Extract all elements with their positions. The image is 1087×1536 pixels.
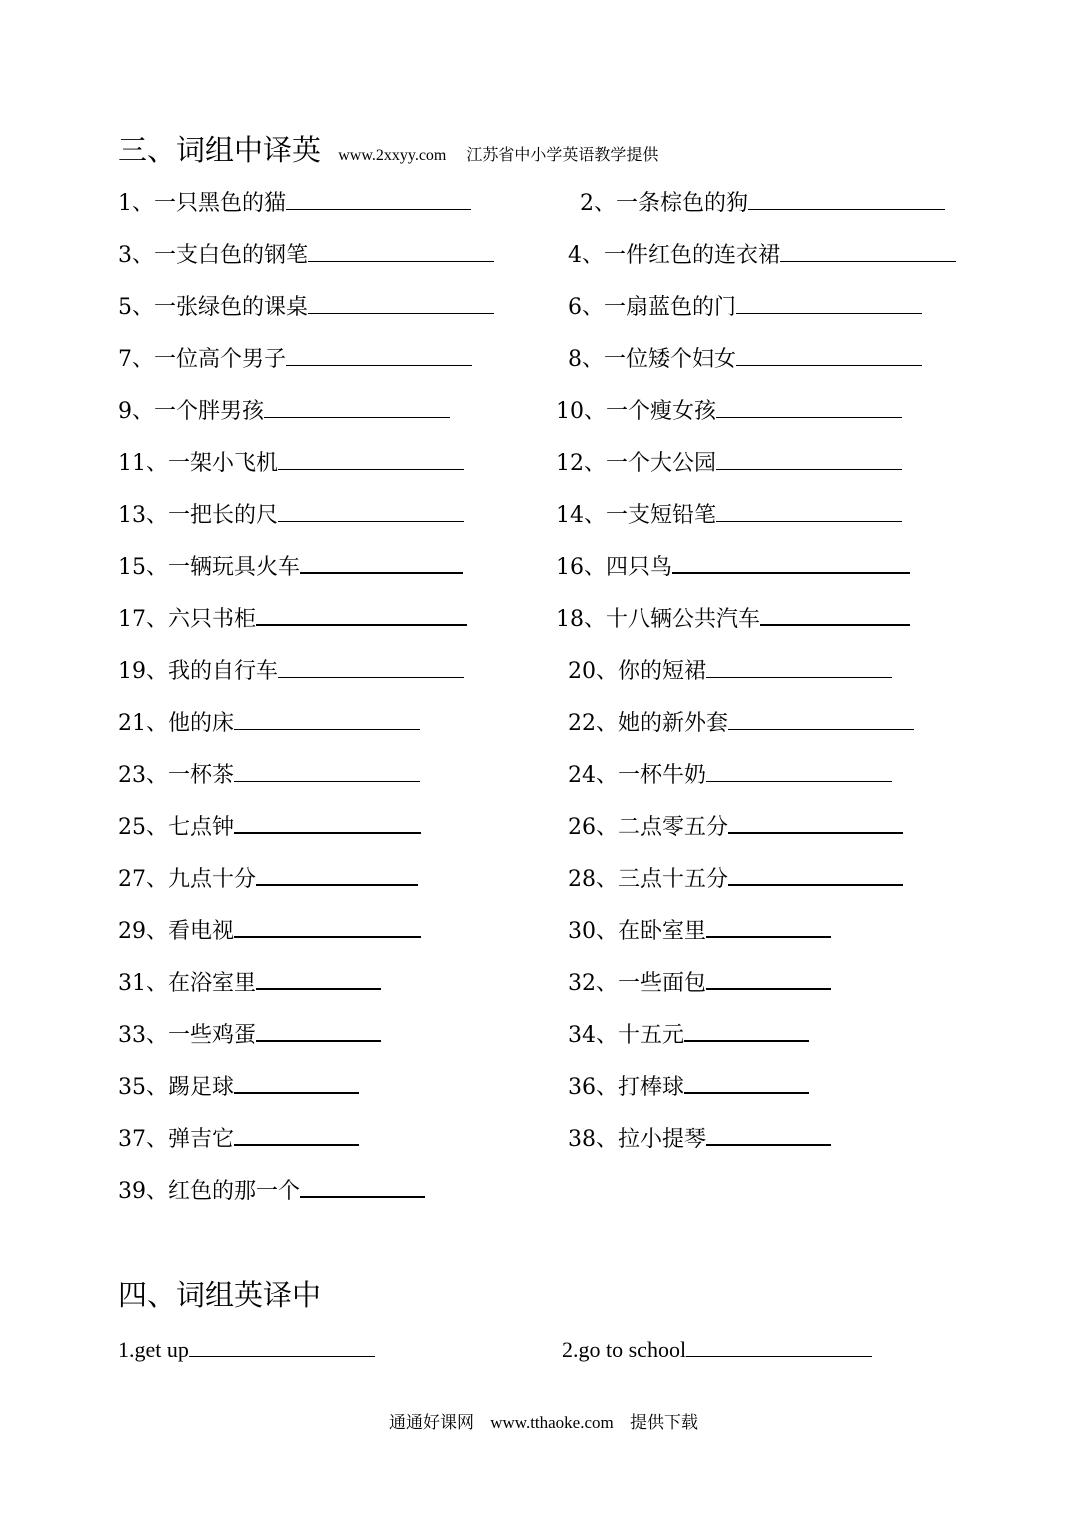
section3-site: www.2xxyy.com [338, 147, 447, 164]
list-item: 6、一扇蓝色的门 [568, 294, 922, 322]
list-item: 3、一支白色的钢笔 [118, 242, 494, 270]
list-item: 7、一位高个男子 [118, 346, 472, 374]
section4-title [118, 1278, 321, 1312]
list-item: 2.go to school [562, 1336, 872, 1364]
answer-blank[interactable] [234, 779, 420, 782]
answer-blank[interactable] [672, 570, 910, 574]
list-item: 5、一张绿色的课桌 [118, 294, 494, 322]
list-item: 4、一件红色的连衣裙 [568, 242, 956, 270]
answer-blank[interactable] [684, 1090, 809, 1094]
answer-blank[interactable] [706, 986, 831, 990]
answer-blank[interactable] [728, 882, 903, 886]
answer-blank[interactable] [686, 1354, 872, 1357]
list-item: 34、十五元 [568, 1022, 809, 1050]
list-item: 23、一杯茶 [118, 762, 420, 790]
list-item: 35、踢足球 [118, 1074, 359, 1102]
list-item: 16、四只鸟 [556, 554, 910, 582]
list-item: 18、十八辆公共汽车 [556, 606, 910, 634]
answer-blank[interactable] [256, 622, 467, 626]
list-item: 38、拉小提琴 [568, 1126, 831, 1154]
list-item: 10、一个瘦女孩 [556, 398, 902, 426]
answer-blank[interactable] [234, 934, 421, 938]
answer-blank[interactable] [278, 519, 464, 522]
list-item: 25、七点钟 [118, 814, 421, 842]
list-item: 9、一个胖男孩 [118, 398, 450, 426]
list-item: 15、一辆玩具火车 [118, 554, 463, 582]
answer-blank[interactable] [256, 986, 381, 990]
answer-blank[interactable] [728, 830, 903, 834]
list-item: 33、一些鸡蛋 [118, 1022, 381, 1050]
answer-blank[interactable] [706, 1142, 831, 1146]
answer-blank[interactable] [716, 415, 902, 418]
answer-blank[interactable] [706, 675, 892, 678]
list-item: 32、一些面包 [568, 970, 831, 998]
list-item: 14、一支短铅笔 [556, 502, 902, 530]
list-item: 17、六只书柜 [118, 606, 467, 634]
list-item: 26、二点零五分 [568, 814, 903, 842]
list-item: 2、一条棕色的狗 [580, 190, 945, 218]
answer-blank[interactable] [760, 622, 910, 626]
list-item: 13、一把长的尺 [118, 502, 464, 530]
footer-suffix: 提供下载 [630, 1413, 699, 1432]
section3-heading: 三、词组中译英 [118, 133, 322, 167]
list-item: 12、一个大公园 [556, 450, 902, 478]
answer-blank[interactable] [234, 1142, 359, 1146]
list-item: 24、一杯牛奶 [568, 762, 892, 790]
answer-blank[interactable] [308, 311, 494, 314]
answer-blank[interactable] [189, 1354, 375, 1357]
answer-blank[interactable] [256, 1038, 381, 1042]
list-item: 30、在卧室里 [568, 918, 831, 946]
answer-blank[interactable] [308, 259, 494, 262]
answer-blank[interactable] [278, 675, 464, 678]
answer-blank[interactable] [728, 727, 914, 730]
list-item: 37、弹吉它 [118, 1126, 359, 1154]
list-item: 8、一位矮个妇女 [568, 346, 922, 374]
answer-blank[interactable] [748, 207, 945, 210]
list-item: 31、在浴室里 [118, 970, 381, 998]
answer-blank[interactable] [286, 363, 472, 366]
answer-blank[interactable] [300, 1194, 425, 1198]
answer-blank[interactable] [300, 570, 463, 574]
list-item: 20、你的短裙 [568, 658, 892, 686]
list-item: 21、他的床 [118, 710, 420, 738]
answer-blank[interactable] [684, 1038, 809, 1042]
answer-blank[interactable] [716, 467, 902, 470]
section3-title [118, 133, 658, 173]
answer-blank[interactable] [286, 207, 471, 210]
answer-blank[interactable] [706, 779, 892, 782]
answer-blank[interactable] [256, 882, 418, 886]
section4-heading: 四、词组英译中 [118, 1278, 322, 1312]
answer-blank[interactable] [780, 259, 956, 262]
footer-url[interactable]: www.tthaoke.com [490, 1413, 614, 1432]
list-item: 27、九点十分 [118, 866, 418, 894]
list-item: 28、三点十五分 [568, 866, 903, 894]
footer-site-name: 通通好课网 [388, 1413, 474, 1432]
answer-blank[interactable] [264, 415, 450, 418]
list-item: 29、看电视 [118, 918, 421, 946]
answer-blank[interactable] [706, 934, 831, 938]
answer-blank[interactable] [736, 363, 922, 366]
page-footer [0, 1408, 1087, 1433]
list-item: 22、她的新外套 [568, 710, 914, 738]
list-item: 39、红色的那一个 [118, 1178, 425, 1206]
answer-blank[interactable] [736, 311, 922, 314]
list-item: 1.get up [118, 1336, 375, 1364]
answer-blank[interactable] [234, 830, 421, 834]
list-item: 36、打棒球 [568, 1074, 809, 1102]
answer-blank[interactable] [716, 519, 902, 522]
answer-blank[interactable] [234, 727, 420, 730]
list-item: 19、我的自行车 [118, 658, 464, 686]
answer-blank[interactable] [278, 467, 464, 470]
section3-source: 江苏省中小学英语教学提供 [466, 147, 659, 164]
list-item: 1、一只黑色的猫 [118, 190, 471, 218]
answer-blank[interactable] [234, 1090, 359, 1094]
list-item: 11、一架小飞机 [118, 450, 464, 478]
